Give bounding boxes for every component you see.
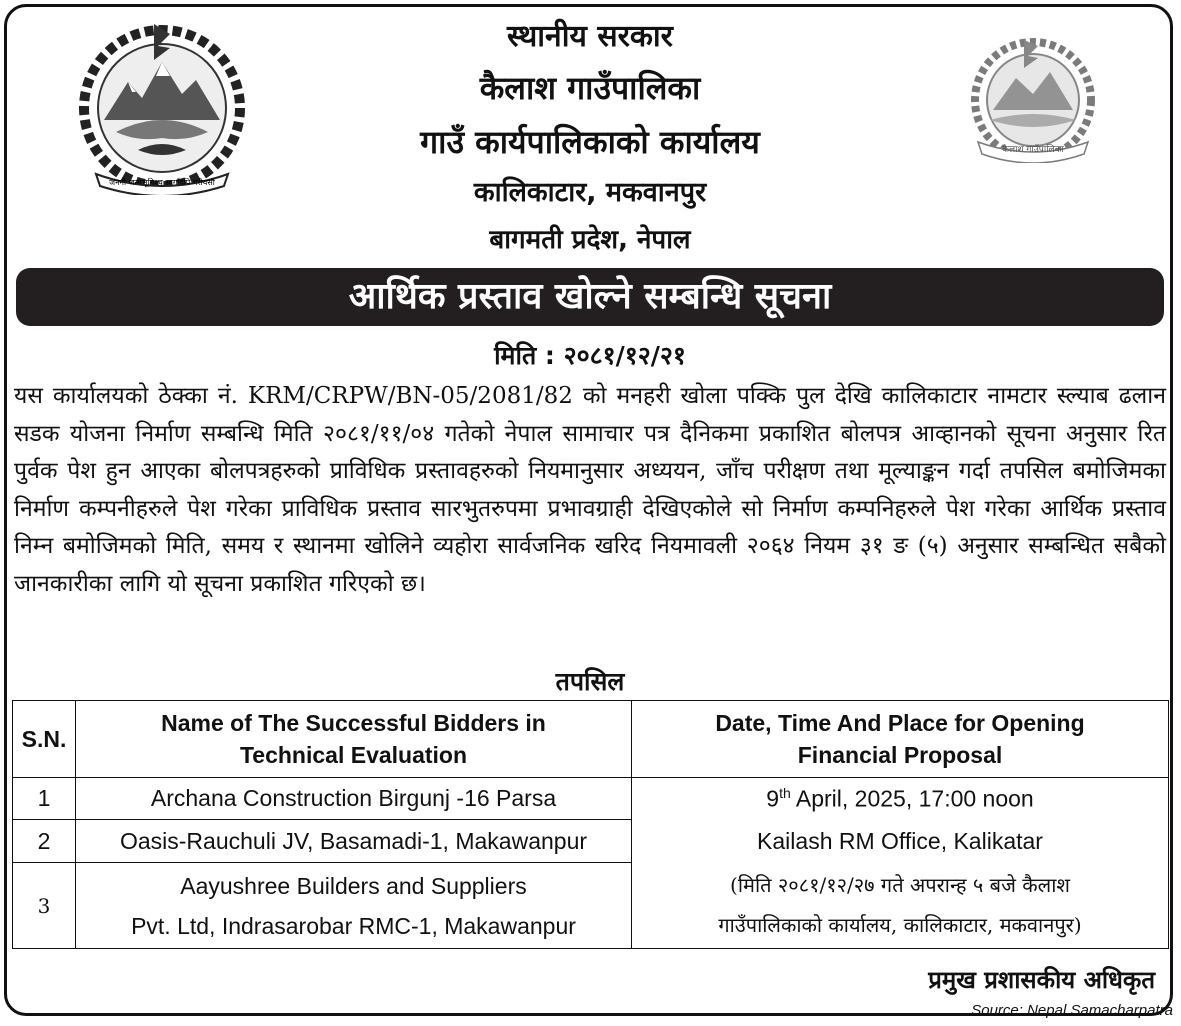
opening-day: 9 [766, 785, 780, 812]
notice-title: आर्थिक प्रस्ताव खोल्ने सम्बन्धि सूचना [16, 268, 1164, 326]
opening-datetime-cell [632, 778, 1169, 820]
bidders-table [12, 700, 1169, 949]
nepal-emblem-icon [66, 20, 258, 195]
sn-cell: 1 [13, 778, 76, 820]
opening-header [632, 701, 1169, 778]
opening-day-suffix: th [779, 784, 791, 801]
opening-place-cell: Kailash RM Office, Kalikatar [632, 820, 1169, 863]
municipality-logo-icon [958, 38, 1108, 163]
notice-date: मिति : २०८१/१२/२१ [494, 341, 686, 370]
header-municipality-name: कैलाश गाउँपालिका [479, 69, 701, 107]
header-location: कालिकाटार, मकवानपुर [473, 177, 707, 208]
sn-cell: 2 [13, 820, 76, 863]
bidder-name-header [76, 701, 632, 778]
bidder-name-line1: Aayushree Builders and Suppliers [180, 872, 527, 899]
bidder-name-cell [76, 863, 632, 949]
source-credit: Source: Nepal Samacharpatra [971, 1002, 1173, 1019]
table-row [13, 820, 1169, 863]
bidder-name-header-line1: Name of The Successful Bidders in [161, 710, 546, 736]
opening-header-line2: Financial Proposal [797, 742, 1003, 768]
table-row [13, 778, 1169, 820]
header-local-government: स्थानीय सरकार [507, 19, 673, 54]
bidder-name-line2: Pvt. Ltd, Indrasarobar RMC-1, Makawanpur [131, 912, 576, 939]
emblem-motto: जननी जन्मभूमिश्च स्वर्गादपि गरीयसी [109, 178, 215, 187]
schedule-heading: तपसिल [555, 667, 625, 696]
opening-header-line1: Date, Time And Place for Opening [715, 710, 1085, 736]
opening-nepali-line1: (मिति २०८१/१२/२७ गते अपरान्ह ५ बजे कैलाश [730, 873, 1070, 898]
opening-nepali-cell [632, 863, 1169, 949]
header-province: बागमती प्रदेश, नेपाल [489, 225, 691, 255]
sn-cell: 3 [13, 863, 76, 949]
table-row [13, 863, 1169, 949]
bidder-name-cell: Archana Construction Birgunj -16 Parsa [76, 778, 632, 820]
table-header-row [13, 701, 1169, 778]
sn-header: S.N. [13, 701, 76, 778]
notice-body: यस कार्यालयको ठेक्का नं. KRM/CRPW/BN-05/2081/82 को मनहरी खोला पक्कि पुल देखि कालिकाटार नामटार स्ल्याब ढलान सडक योजना निर्माण सम्बन्धि मिति २०८१/११/०४ गतेको नेपाल सामाचार पत्र दैनिकमा प्रकाशित बोलपत्र आव्हानको सूचना अनुसार रित पुर्वक पेश हुन आएका बोलपत्रहरुको प्राविधिक प्रस्तावहरुको नियमानुसार अध्ययन, जाँच परीक्षण तथा मूल्याङ्कन गर्दा तपसिल बमोजिमका निर्माण कम्पनीहरुले पेश गरेका प्राविधिक प्रस्ताव सारभुतरुपमा प्रभावग्राही देखिएकोले सो निर्माण कम्पनिहरुले पेश गरेका आर्थिक प्रस्ताव निम्न बमोजिमको मिति, समय र स्थानमा खोलिने व्यहोरा सार्वजनिक खरिद नियमावली २०६४ नियम ३१ ङ (५) अनुसार सम्बन्धित सबैको जानकारीका लागि यो सूचना प्रकाशित गरिएको छ। [14, 383, 1166, 597]
signatory-title: प्रमुख प्रशासकीय अधिकृत [928, 966, 1155, 994]
bidder-name-cell: Oasis-Rauchuli JV, Basamadi-1, Makawanpur [76, 820, 632, 863]
opening-nepali-line2: गाउँपालिकाको कार्यालय, कालिकाटार, मकवानपुर) [718, 913, 1082, 938]
logo-caption: कैलाश गाउँपालिका [1002, 145, 1064, 155]
opening-date-rest: April, 2025, 17:00 noon [790, 785, 1034, 812]
bidder-name-header-line2: Technical Evaluation [239, 742, 468, 768]
header-office-name: गाउँ कार्यपालिकाको कार्यालय [420, 123, 760, 161]
